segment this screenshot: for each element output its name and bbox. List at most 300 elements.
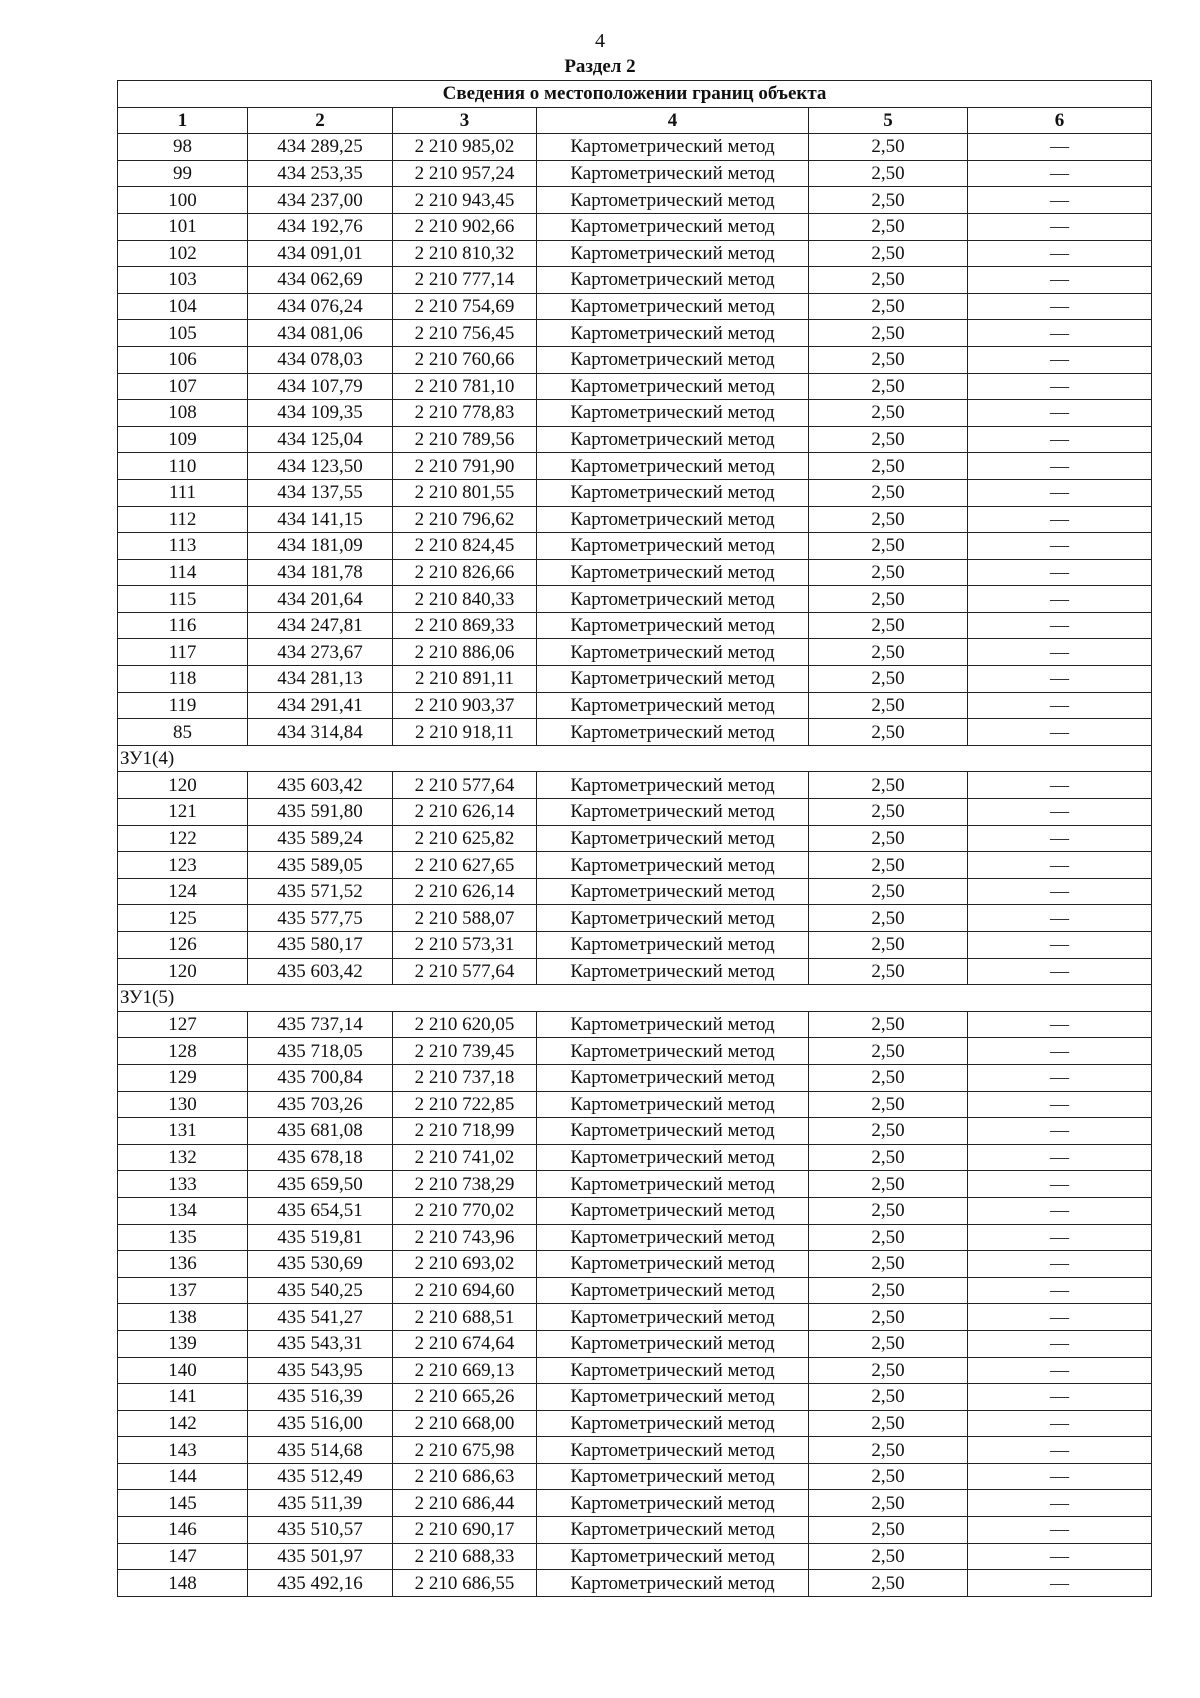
method-cell: Картометрический метод xyxy=(537,1091,809,1118)
table-row xyxy=(118,506,1152,533)
note-cell: — xyxy=(968,772,1152,799)
y-coordinate-cell: 2 210 903,37 xyxy=(393,692,537,719)
x-coordinate-cell: 435 589,05 xyxy=(248,852,393,879)
table-row xyxy=(118,639,1152,666)
point-number-cell: 117 xyxy=(118,639,248,666)
point-number-cell: 139 xyxy=(118,1330,248,1357)
table-row xyxy=(118,612,1152,639)
table-row xyxy=(118,267,1152,294)
note-cell: — xyxy=(968,1330,1152,1357)
method-cell: Картометрический метод xyxy=(537,1543,809,1570)
section-title: Раздел 2 xyxy=(564,56,636,77)
method-cell: Картометрический метод xyxy=(537,293,809,320)
point-number-cell: 99 xyxy=(118,160,248,187)
accuracy-cell: 2,50 xyxy=(809,320,968,347)
point-number-cell: 115 xyxy=(118,586,248,613)
accuracy-cell: 2,50 xyxy=(809,612,968,639)
accuracy-cell: 2,50 xyxy=(809,666,968,693)
accuracy-cell: 2,50 xyxy=(809,1038,968,1065)
note-cell: — xyxy=(968,958,1152,985)
y-coordinate-cell: 2 210 943,45 xyxy=(393,187,537,214)
table-row xyxy=(118,346,1152,373)
point-number-cell: 113 xyxy=(118,533,248,560)
accuracy-cell: 2,50 xyxy=(809,1437,968,1464)
table-row xyxy=(118,533,1152,560)
y-coordinate-cell: 2 210 626,14 xyxy=(393,878,537,905)
accuracy-cell: 2,50 xyxy=(809,187,968,214)
method-cell: Картометрический метод xyxy=(537,1384,809,1411)
accuracy-cell: 2,50 xyxy=(809,1064,968,1091)
column-header: 5 xyxy=(809,107,968,134)
y-coordinate-cell: 2 210 756,45 xyxy=(393,320,537,347)
column-header: 1 xyxy=(118,107,248,134)
accuracy-cell: 2,50 xyxy=(809,506,968,533)
method-cell: Картометрический метод xyxy=(537,639,809,666)
point-number-cell: 116 xyxy=(118,612,248,639)
x-coordinate-cell: 434 291,41 xyxy=(248,692,393,719)
x-coordinate-cell: 434 289,25 xyxy=(248,134,393,161)
point-number-cell: 112 xyxy=(118,506,248,533)
method-cell: Картометрический метод xyxy=(537,852,809,879)
accuracy-cell: 2,50 xyxy=(809,453,968,480)
method-cell: Картометрический метод xyxy=(537,1437,809,1464)
note-cell: — xyxy=(968,453,1152,480)
boundary-coordinates-table xyxy=(117,80,1152,1597)
y-coordinate-cell: 2 210 743,96 xyxy=(393,1224,537,1251)
note-cell: — xyxy=(968,240,1152,267)
table-body xyxy=(118,81,1152,1597)
point-number-cell: 114 xyxy=(118,559,248,586)
accuracy-cell: 2,50 xyxy=(809,160,968,187)
table-row xyxy=(118,905,1152,932)
method-cell: Картометрический метод xyxy=(537,1251,809,1278)
x-coordinate-cell: 434 091,01 xyxy=(248,240,393,267)
table-row xyxy=(118,1011,1152,1038)
method-cell: Картометрический метод xyxy=(537,506,809,533)
point-number-cell: 107 xyxy=(118,373,248,400)
method-cell: Картометрический метод xyxy=(537,1171,809,1198)
y-coordinate-cell: 2 210 789,56 xyxy=(393,426,537,453)
y-coordinate-cell: 2 210 577,64 xyxy=(393,772,537,799)
y-coordinate-cell: 2 210 686,55 xyxy=(393,1570,537,1597)
point-number-cell: 109 xyxy=(118,426,248,453)
accuracy-cell: 2,50 xyxy=(809,1251,968,1278)
point-number-cell: 131 xyxy=(118,1118,248,1145)
accuracy-cell: 2,50 xyxy=(809,1570,968,1597)
point-number-cell: 145 xyxy=(118,1490,248,1517)
table-row xyxy=(118,453,1152,480)
point-number-cell: 137 xyxy=(118,1277,248,1304)
accuracy-cell: 2,50 xyxy=(809,1277,968,1304)
page-number: 4 xyxy=(595,30,605,52)
note-cell: — xyxy=(968,692,1152,719)
note-cell: — xyxy=(968,400,1152,427)
note-cell: — xyxy=(968,533,1152,560)
method-cell: Картометрический метод xyxy=(537,1517,809,1544)
point-number-cell: 134 xyxy=(118,1197,248,1224)
note-cell: — xyxy=(968,639,1152,666)
table-row xyxy=(118,1251,1152,1278)
point-number-cell: 85 xyxy=(118,719,248,746)
point-number-cell: 147 xyxy=(118,1543,248,1570)
x-coordinate-cell: 434 109,35 xyxy=(248,400,393,427)
method-cell: Картометрический метод xyxy=(537,479,809,506)
accuracy-cell: 2,50 xyxy=(809,878,968,905)
table-row xyxy=(118,1384,1152,1411)
accuracy-cell: 2,50 xyxy=(809,1410,968,1437)
point-number-cell: 135 xyxy=(118,1224,248,1251)
y-coordinate-cell: 2 210 891,11 xyxy=(393,666,537,693)
note-cell: — xyxy=(968,1011,1152,1038)
x-coordinate-cell: 435 540,25 xyxy=(248,1277,393,1304)
table-row xyxy=(118,719,1152,746)
x-coordinate-cell: 434 062,69 xyxy=(248,267,393,294)
table-row xyxy=(118,1277,1152,1304)
table-row xyxy=(118,799,1152,826)
y-coordinate-cell: 2 210 625,82 xyxy=(393,825,537,852)
note-cell: — xyxy=(968,506,1152,533)
method-cell: Картометрический метод xyxy=(537,825,809,852)
note-cell: — xyxy=(968,373,1152,400)
accuracy-cell: 2,50 xyxy=(809,533,968,560)
table-row xyxy=(118,134,1152,161)
x-coordinate-cell: 435 516,39 xyxy=(248,1384,393,1411)
point-number-cell: 132 xyxy=(118,1144,248,1171)
note-cell: — xyxy=(968,1091,1152,1118)
accuracy-cell: 2,50 xyxy=(809,1517,968,1544)
y-coordinate-cell: 2 210 781,10 xyxy=(393,373,537,400)
note-cell: — xyxy=(968,187,1152,214)
note-cell: — xyxy=(968,719,1152,746)
point-number-cell: 144 xyxy=(118,1463,248,1490)
table-row xyxy=(118,400,1152,427)
y-coordinate-cell: 2 210 957,24 xyxy=(393,160,537,187)
note-cell: — xyxy=(968,559,1152,586)
column-header: 4 xyxy=(537,107,809,134)
point-number-cell: 129 xyxy=(118,1064,248,1091)
column-header: 3 xyxy=(393,107,537,134)
note-cell: — xyxy=(968,293,1152,320)
point-number-cell: 143 xyxy=(118,1437,248,1464)
method-cell: Картометрический метод xyxy=(537,1144,809,1171)
note-cell: — xyxy=(968,1543,1152,1570)
note-cell: — xyxy=(968,213,1152,240)
accuracy-cell: 2,50 xyxy=(809,692,968,719)
method-cell: Картометрический метод xyxy=(537,453,809,480)
point-number-cell: 110 xyxy=(118,453,248,480)
accuracy-cell: 2,50 xyxy=(809,1091,968,1118)
y-coordinate-cell: 2 210 810,32 xyxy=(393,240,537,267)
method-cell: Картометрический метод xyxy=(537,1038,809,1065)
x-coordinate-cell: 435 492,16 xyxy=(248,1570,393,1597)
x-coordinate-cell: 434 137,55 xyxy=(248,479,393,506)
accuracy-cell: 2,50 xyxy=(809,1304,968,1331)
y-coordinate-cell: 2 210 668,00 xyxy=(393,1410,537,1437)
x-coordinate-cell: 435 512,49 xyxy=(248,1463,393,1490)
x-coordinate-cell: 434 247,81 xyxy=(248,612,393,639)
point-number-cell: 105 xyxy=(118,320,248,347)
parcel-group-row xyxy=(118,745,1152,772)
method-cell: Картометрический метод xyxy=(537,1490,809,1517)
y-coordinate-cell: 2 210 686,44 xyxy=(393,1490,537,1517)
table-row xyxy=(118,1330,1152,1357)
x-coordinate-cell: 435 519,81 xyxy=(248,1224,393,1251)
accuracy-cell: 2,50 xyxy=(809,1543,968,1570)
x-coordinate-cell: 434 141,15 xyxy=(248,506,393,533)
x-coordinate-cell: 434 237,00 xyxy=(248,187,393,214)
x-coordinate-cell: 435 681,08 xyxy=(248,1118,393,1145)
accuracy-cell: 2,50 xyxy=(809,400,968,427)
point-number-cell: 138 xyxy=(118,1304,248,1331)
y-coordinate-cell: 2 210 626,14 xyxy=(393,799,537,826)
x-coordinate-cell: 434 273,67 xyxy=(248,639,393,666)
method-cell: Картометрический метод xyxy=(537,719,809,746)
y-coordinate-cell: 2 210 686,63 xyxy=(393,1463,537,1490)
method-cell: Картометрический метод xyxy=(537,878,809,905)
y-coordinate-cell: 2 210 886,06 xyxy=(393,639,537,666)
note-cell: — xyxy=(968,1437,1152,1464)
x-coordinate-cell: 434 192,76 xyxy=(248,213,393,240)
point-number-cell: 103 xyxy=(118,267,248,294)
note-cell: — xyxy=(968,1064,1152,1091)
point-number-cell: 126 xyxy=(118,932,248,959)
table-row xyxy=(118,479,1152,506)
method-cell: Картометрический метод xyxy=(537,320,809,347)
x-coordinate-cell: 434 076,24 xyxy=(248,293,393,320)
x-coordinate-cell: 435 591,80 xyxy=(248,799,393,826)
table-row xyxy=(118,240,1152,267)
table-row xyxy=(118,825,1152,852)
accuracy-cell: 2,50 xyxy=(809,825,968,852)
point-number-cell: 120 xyxy=(118,958,248,985)
point-number-cell: 108 xyxy=(118,400,248,427)
x-coordinate-cell: 435 511,39 xyxy=(248,1490,393,1517)
point-number-cell: 119 xyxy=(118,692,248,719)
accuracy-cell: 2,50 xyxy=(809,373,968,400)
table-row xyxy=(118,1463,1152,1490)
accuracy-cell: 2,50 xyxy=(809,293,968,320)
x-coordinate-cell: 435 603,42 xyxy=(248,958,393,985)
y-coordinate-cell: 2 210 824,45 xyxy=(393,533,537,560)
x-coordinate-cell: 435 543,95 xyxy=(248,1357,393,1384)
point-number-cell: 128 xyxy=(118,1038,248,1065)
note-cell: — xyxy=(968,1197,1152,1224)
x-coordinate-cell: 435 737,14 xyxy=(248,1011,393,1038)
y-coordinate-cell: 2 210 665,26 xyxy=(393,1384,537,1411)
point-number-cell: 130 xyxy=(118,1091,248,1118)
x-coordinate-cell: 435 501,97 xyxy=(248,1543,393,1570)
point-number-cell: 123 xyxy=(118,852,248,879)
y-coordinate-cell: 2 210 688,33 xyxy=(393,1543,537,1570)
accuracy-cell: 2,50 xyxy=(809,346,968,373)
accuracy-cell: 2,50 xyxy=(809,932,968,959)
note-cell: — xyxy=(968,1251,1152,1278)
accuracy-cell: 2,50 xyxy=(809,426,968,453)
method-cell: Картометрический метод xyxy=(537,1357,809,1384)
x-coordinate-cell: 435 603,42 xyxy=(248,772,393,799)
table-row xyxy=(118,1224,1152,1251)
y-coordinate-cell: 2 210 778,83 xyxy=(393,400,537,427)
point-number-cell: 148 xyxy=(118,1570,248,1597)
table-row xyxy=(118,1064,1152,1091)
y-coordinate-cell: 2 210 718,99 xyxy=(393,1118,537,1145)
note-cell: — xyxy=(968,346,1152,373)
note-cell: — xyxy=(968,479,1152,506)
method-cell: Картометрический метод xyxy=(537,160,809,187)
method-cell: Картометрический метод xyxy=(537,134,809,161)
accuracy-cell: 2,50 xyxy=(809,1384,968,1411)
point-number-cell: 127 xyxy=(118,1011,248,1038)
method-cell: Картометрический метод xyxy=(537,1570,809,1597)
point-number-cell: 106 xyxy=(118,346,248,373)
table-row xyxy=(118,1197,1152,1224)
y-coordinate-cell: 2 210 741,02 xyxy=(393,1144,537,1171)
note-cell: — xyxy=(968,1118,1152,1145)
y-coordinate-cell: 2 210 722,85 xyxy=(393,1091,537,1118)
accuracy-cell: 2,50 xyxy=(809,213,968,240)
note-cell: — xyxy=(968,1384,1152,1411)
point-number-cell: 125 xyxy=(118,905,248,932)
method-cell: Картометрический метод xyxy=(537,533,809,560)
method-cell: Картометрический метод xyxy=(537,1118,809,1145)
point-number-cell: 142 xyxy=(118,1410,248,1437)
note-cell: — xyxy=(968,1357,1152,1384)
accuracy-cell: 2,50 xyxy=(809,1118,968,1145)
method-cell: Картометрический метод xyxy=(537,666,809,693)
y-coordinate-cell: 2 210 688,51 xyxy=(393,1304,537,1331)
note-cell: — xyxy=(968,1410,1152,1437)
point-number-cell: 146 xyxy=(118,1517,248,1544)
point-number-cell: 136 xyxy=(118,1251,248,1278)
parcel-group-row xyxy=(118,985,1152,1012)
note-cell: — xyxy=(968,1463,1152,1490)
accuracy-cell: 2,50 xyxy=(809,1224,968,1251)
note-cell: — xyxy=(968,932,1152,959)
note-cell: — xyxy=(968,1490,1152,1517)
table-row xyxy=(118,958,1152,985)
column-header: 6 xyxy=(968,107,1152,134)
note-cell: — xyxy=(968,1517,1152,1544)
accuracy-cell: 2,50 xyxy=(809,1330,968,1357)
method-cell: Картометрический метод xyxy=(537,1304,809,1331)
y-coordinate-cell: 2 210 840,33 xyxy=(393,586,537,613)
y-coordinate-cell: 2 210 588,07 xyxy=(393,905,537,932)
method-cell: Картометрический метод xyxy=(537,932,809,959)
note-cell: — xyxy=(968,1144,1152,1171)
accuracy-cell: 2,50 xyxy=(809,1463,968,1490)
table-row xyxy=(118,692,1152,719)
y-coordinate-cell: 2 210 693,02 xyxy=(393,1251,537,1278)
point-number-cell: 104 xyxy=(118,293,248,320)
method-cell: Картометрический метод xyxy=(537,400,809,427)
x-coordinate-cell: 434 107,79 xyxy=(248,373,393,400)
point-number-cell: 141 xyxy=(118,1384,248,1411)
point-number-cell: 121 xyxy=(118,799,248,826)
y-coordinate-cell: 2 210 869,33 xyxy=(393,612,537,639)
note-cell: — xyxy=(968,267,1152,294)
table-row xyxy=(118,559,1152,586)
accuracy-cell: 2,50 xyxy=(809,852,968,879)
y-coordinate-cell: 2 210 690,17 xyxy=(393,1517,537,1544)
y-coordinate-cell: 2 210 796,62 xyxy=(393,506,537,533)
accuracy-cell: 2,50 xyxy=(809,1171,968,1198)
method-cell: Картометрический метод xyxy=(537,1224,809,1251)
x-coordinate-cell: 435 654,51 xyxy=(248,1197,393,1224)
method-cell: Картометрический метод xyxy=(537,213,809,240)
note-cell: — xyxy=(968,1224,1152,1251)
y-coordinate-cell: 2 210 777,14 xyxy=(393,267,537,294)
table-row xyxy=(118,160,1152,187)
point-number-cell: 122 xyxy=(118,825,248,852)
note-cell: — xyxy=(968,586,1152,613)
accuracy-cell: 2,50 xyxy=(809,240,968,267)
method-cell: Картометрический метод xyxy=(537,799,809,826)
x-coordinate-cell: 435 543,31 xyxy=(248,1330,393,1357)
table-row xyxy=(118,1144,1152,1171)
point-number-cell: 140 xyxy=(118,1357,248,1384)
method-cell: Картометрический метод xyxy=(537,905,809,932)
column-header: 2 xyxy=(248,107,393,134)
x-coordinate-cell: 435 659,50 xyxy=(248,1171,393,1198)
x-coordinate-cell: 434 181,78 xyxy=(248,559,393,586)
y-coordinate-cell: 2 210 801,55 xyxy=(393,479,537,506)
x-coordinate-cell: 435 700,84 xyxy=(248,1064,393,1091)
accuracy-cell: 2,50 xyxy=(809,799,968,826)
y-coordinate-cell: 2 210 918,11 xyxy=(393,719,537,746)
x-coordinate-cell: 434 181,09 xyxy=(248,533,393,560)
accuracy-cell: 2,50 xyxy=(809,719,968,746)
note-cell: — xyxy=(968,320,1152,347)
table-row xyxy=(118,373,1152,400)
method-cell: Картометрический метод xyxy=(537,240,809,267)
table-caption: Сведения о местоположении границ объекта xyxy=(118,81,1152,108)
x-coordinate-cell: 434 253,35 xyxy=(248,160,393,187)
y-coordinate-cell: 2 210 760,66 xyxy=(393,346,537,373)
table-row xyxy=(118,1357,1152,1384)
x-coordinate-cell: 435 510,57 xyxy=(248,1517,393,1544)
method-cell: Картометрический метод xyxy=(537,346,809,373)
y-coordinate-cell: 2 210 620,05 xyxy=(393,1011,537,1038)
x-coordinate-cell: 435 541,27 xyxy=(248,1304,393,1331)
table-row xyxy=(118,1437,1152,1464)
note-cell: — xyxy=(968,825,1152,852)
y-coordinate-cell: 2 210 754,69 xyxy=(393,293,537,320)
accuracy-cell: 2,50 xyxy=(809,586,968,613)
method-cell: Картометрический метод xyxy=(537,1330,809,1357)
point-number-cell: 98 xyxy=(118,134,248,161)
method-cell: Картометрический метод xyxy=(537,1011,809,1038)
x-coordinate-cell: 435 580,17 xyxy=(248,932,393,959)
point-number-cell: 118 xyxy=(118,666,248,693)
method-cell: Картометрический метод xyxy=(537,559,809,586)
y-coordinate-cell: 2 210 902,66 xyxy=(393,213,537,240)
table-row xyxy=(118,932,1152,959)
note-cell: — xyxy=(968,134,1152,161)
table-row xyxy=(118,1091,1152,1118)
note-cell: — xyxy=(968,1570,1152,1597)
y-coordinate-cell: 2 210 985,02 xyxy=(393,134,537,161)
note-cell: — xyxy=(968,612,1152,639)
x-coordinate-cell: 435 514,68 xyxy=(248,1437,393,1464)
point-number-cell: 133 xyxy=(118,1171,248,1198)
accuracy-cell: 2,50 xyxy=(809,134,968,161)
method-cell: Картометрический метод xyxy=(537,692,809,719)
point-number-cell: 101 xyxy=(118,213,248,240)
method-cell: Картометрический метод xyxy=(537,1463,809,1490)
x-coordinate-cell: 434 078,03 xyxy=(248,346,393,373)
accuracy-cell: 2,50 xyxy=(809,479,968,506)
note-cell: — xyxy=(968,426,1152,453)
